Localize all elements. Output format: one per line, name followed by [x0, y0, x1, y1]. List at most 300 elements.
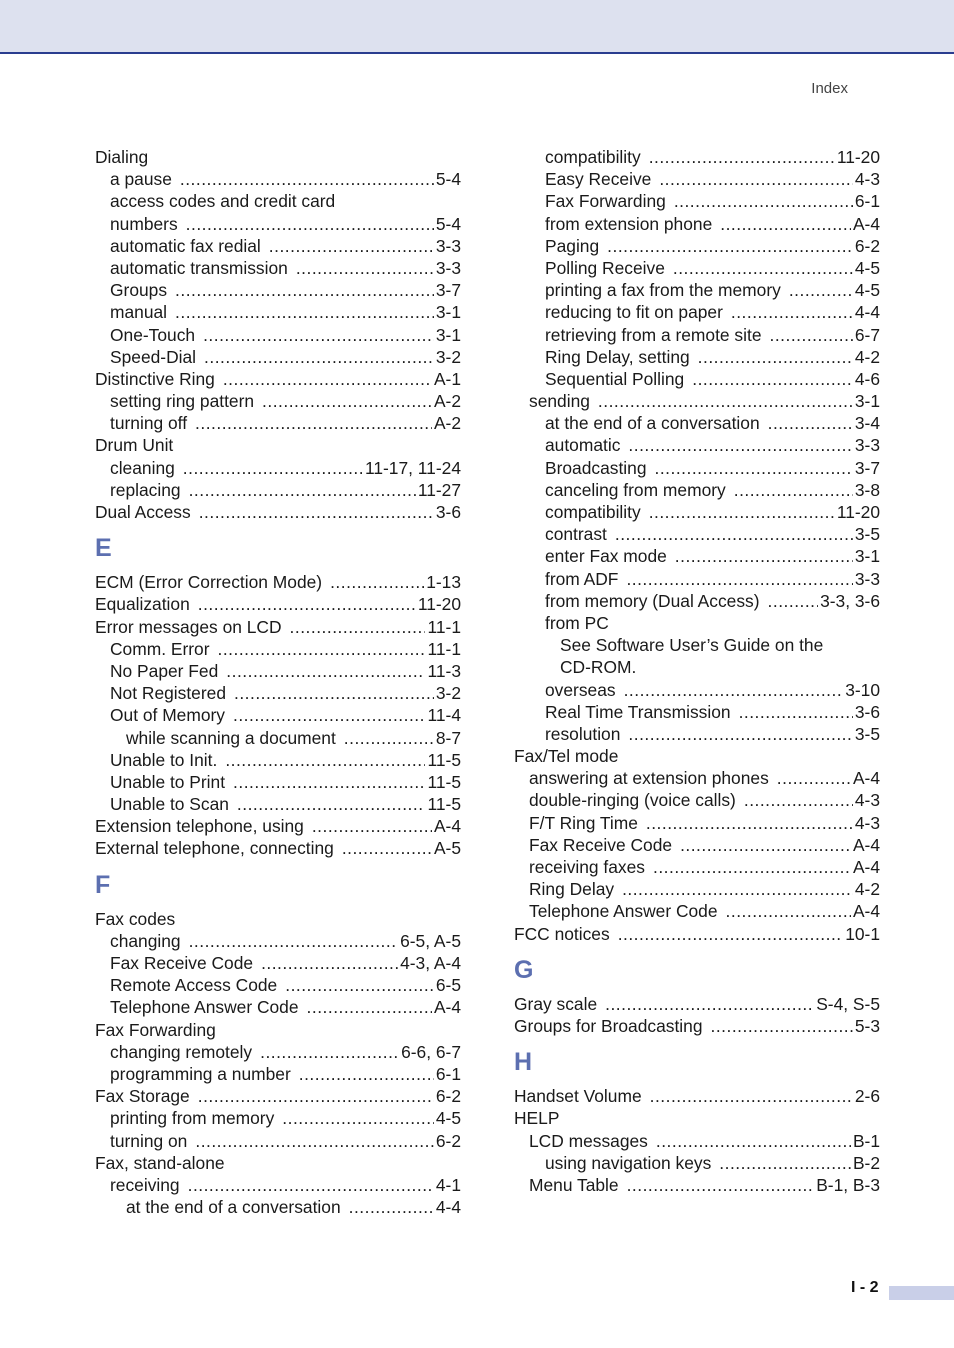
index-entry: [95, 749, 461, 771]
index-entry: [514, 612, 880, 634]
entry-term: Extension telephone, using: [95, 816, 304, 837]
index-entry: [95, 346, 461, 368]
entry-page-ref: 3-1: [854, 546, 880, 567]
entry-page-ref: 11-3: [427, 660, 461, 681]
entry-term: while scanning a document: [126, 727, 336, 748]
entry-term: sending: [529, 391, 590, 412]
index-entry: [514, 745, 880, 767]
dot-leader: [344, 727, 434, 749]
index-entry: [95, 190, 461, 212]
dot-leader: [627, 1174, 815, 1196]
index-entry: [95, 279, 461, 301]
entry-term: receiving: [110, 1174, 180, 1195]
index-entry: [95, 501, 461, 523]
entry-term: Unable to Print: [110, 771, 226, 792]
dot-leader: [726, 900, 851, 922]
entry-term: Polling Receive: [545, 257, 665, 278]
entry-term: Comm. Error: [110, 638, 210, 659]
index-entry: [514, 590, 880, 612]
dot-leader: [622, 878, 853, 900]
entry-page-ref: A-4: [852, 857, 880, 877]
dot-leader: [673, 257, 853, 279]
index-entry: [514, 1107, 880, 1129]
dot-leader: [226, 660, 425, 682]
dot-leader: [233, 771, 425, 793]
index-entry: [95, 908, 461, 930]
dot-leader: [189, 479, 416, 501]
dot-leader: [198, 593, 416, 615]
index-column-left: [95, 146, 461, 1218]
entry-page-ref: A-4: [852, 213, 880, 234]
entry-page-ref: 4-5: [854, 280, 880, 301]
dot-leader: [225, 749, 425, 771]
entry-term: turning off: [110, 413, 188, 434]
entry-term: Telephone Answer Code: [529, 901, 718, 922]
entry-term: overseas: [545, 679, 616, 700]
index-entry: [514, 190, 880, 212]
index-entry: [514, 900, 880, 922]
dot-leader: [649, 146, 835, 168]
entry-term: from memory (Dual Access): [545, 590, 760, 611]
entry-term: manual: [110, 302, 168, 323]
entry-page-ref: 3-4: [854, 413, 880, 434]
entry-term: Unable to Init.: [110, 749, 218, 770]
entry-term: One-Touch: [110, 324, 196, 345]
index-entry: [95, 390, 461, 412]
entry-page-ref: 3-5: [854, 524, 880, 545]
entry-page-ref: B-2: [852, 1152, 880, 1173]
entry-page-ref: 3-6: [435, 502, 461, 522]
entry-term: CD-ROM.: [560, 657, 637, 678]
index-entry: [514, 1015, 880, 1037]
entry-term: Not Registered: [110, 683, 226, 704]
index-entry: [514, 1152, 880, 1174]
dot-leader: [674, 190, 853, 212]
dot-leader: [789, 279, 853, 301]
index-entry: [514, 878, 880, 900]
dot-leader: [656, 1130, 851, 1152]
entry-term: Dialing: [95, 147, 149, 167]
dot-leader: [269, 235, 434, 257]
entry-term: automatic: [545, 435, 621, 456]
entry-page-ref: 3-10: [845, 679, 880, 700]
dot-leader: [183, 457, 363, 479]
entry-term: Fax Receive Code: [110, 953, 254, 973]
entry-page-ref: B-1: [852, 1130, 880, 1151]
page-tab-decoration: [889, 1286, 954, 1300]
entry-page-ref: 11-20: [836, 147, 880, 167]
index-entry: [95, 434, 461, 456]
index-entry: [95, 235, 461, 257]
dot-leader: [698, 346, 853, 368]
entry-term: Dual Access: [95, 502, 191, 522]
index-entry: [95, 479, 461, 501]
entry-term: compatibility: [545, 502, 641, 522]
entry-page-ref: 4-3, A-4: [400, 953, 461, 973]
index-entry: [514, 545, 880, 567]
index-entry: [95, 146, 461, 168]
entry-term: enter Fax mode: [545, 546, 667, 567]
index-entry: [514, 656, 880, 678]
entry-term: changing: [110, 930, 181, 951]
dot-leader: [260, 1041, 399, 1063]
entry-term: Broadcasting: [545, 457, 647, 478]
entry-page-ref: S-4, S-5: [816, 993, 880, 1014]
entry-term: Out of Memory: [110, 705, 226, 726]
dot-leader: [180, 168, 434, 190]
entry-page-ref: A-5: [433, 838, 461, 859]
section-letter: E: [95, 534, 112, 563]
index-entry: [514, 923, 880, 945]
entry-page-ref: 4-4: [435, 1197, 461, 1218]
index-entry: [95, 168, 461, 190]
entry-term: automatic fax redial: [110, 235, 261, 256]
section-letter: H: [514, 1048, 533, 1077]
entry-page-ref: 11-1: [427, 616, 461, 637]
entry-term: answering at extension phones: [529, 768, 769, 789]
entry-page-ref: 11-17, 11-24: [364, 457, 461, 478]
index-entry: [514, 1174, 880, 1196]
dot-leader: [744, 789, 853, 811]
dot-leader: [233, 704, 425, 726]
index-entry: [514, 993, 880, 1015]
entry-page-ref: 3-3: [435, 235, 461, 256]
entry-term: Remote Access Code: [110, 975, 278, 996]
index-entry: [95, 727, 461, 749]
dot-leader: [626, 568, 852, 590]
entry-term: replacing: [110, 479, 181, 500]
dot-leader: [203, 324, 434, 346]
entry-term: from PC: [545, 612, 609, 633]
entry-term: F/T Ring Time: [529, 812, 638, 833]
entry-term: turning on: [110, 1130, 188, 1151]
entry-page-ref: 11-4: [427, 705, 461, 726]
entry-page-ref: 3-1: [854, 391, 880, 412]
dot-leader: [218, 638, 426, 660]
entry-term: retrieving from a remote site: [545, 324, 762, 345]
entry-page-ref: 4-2: [854, 346, 880, 367]
dot-leader: [655, 457, 853, 479]
entry-page-ref: 4-1: [435, 1174, 461, 1195]
dot-leader: [680, 834, 851, 856]
entry-term: No Paper Fed: [110, 660, 219, 681]
index-entry: [514, 257, 880, 279]
entry-term: cleaning: [110, 457, 175, 478]
index-entry: [514, 412, 880, 434]
entry-term: printing from memory: [110, 1108, 275, 1129]
entry-page-ref: 11-5: [427, 794, 461, 815]
entry-term: from extension phone: [545, 213, 713, 234]
entry-term: from ADF: [545, 568, 619, 589]
dot-leader: [646, 812, 853, 834]
entry-page-ref: 4-3: [854, 790, 880, 811]
dot-leader: [624, 679, 844, 701]
entry-page-ref: 5-4: [435, 213, 461, 234]
dot-leader: [731, 301, 853, 323]
entry-term: Handset Volume: [514, 1086, 642, 1107]
entry-term: double-ringing (voice calls): [529, 790, 736, 811]
index-entry: [514, 789, 880, 811]
entry-page-ref: 3-6: [854, 701, 880, 722]
dot-leader: [615, 523, 853, 545]
index-entry: [95, 1174, 461, 1196]
index-entry: [514, 434, 880, 456]
entry-term: contrast: [545, 524, 607, 545]
entry-page-ref: 11-5: [427, 749, 461, 770]
entry-term: Ring Delay, setting: [545, 346, 690, 367]
index-entry: [514, 213, 880, 235]
entry-term: a pause: [110, 169, 172, 190]
dot-leader: [711, 1015, 853, 1037]
dot-leader: [261, 952, 398, 974]
entry-term: External telephone, connecting: [95, 838, 334, 859]
entry-page-ref: 3-3: [854, 435, 880, 456]
dot-leader: [720, 213, 851, 235]
index-entry: [95, 704, 461, 726]
dot-leader: [195, 412, 432, 434]
entry-page-ref: B-1, B-3: [816, 1174, 880, 1195]
index-entry: [95, 457, 461, 479]
entry-term: Telephone Answer Code: [110, 997, 299, 1018]
entry-page-ref: 6-6, 6-7: [401, 1041, 461, 1062]
index-entry: [514, 834, 880, 856]
entry-page-ref: 1-13: [426, 572, 461, 593]
entry-page-ref: 3-2: [435, 683, 461, 704]
index-entry: [95, 1130, 461, 1152]
entry-page-ref: 2-6: [854, 1086, 880, 1107]
top-header-band: [0, 0, 954, 54]
index-entry: [514, 812, 880, 834]
index-entry: [514, 279, 880, 301]
entry-page-ref: 4-2: [854, 879, 880, 900]
index-entry: [95, 952, 461, 974]
entry-term: access codes and credit card: [110, 191, 336, 212]
dot-leader: [299, 1063, 434, 1085]
dot-leader: [198, 1085, 434, 1107]
dot-leader: [650, 1085, 853, 1107]
index-entry: [95, 301, 461, 323]
index-entry: [95, 213, 461, 235]
dot-leader: [186, 213, 434, 235]
dot-leader: [285, 974, 434, 996]
entry-term: Distinctive Ring: [95, 368, 215, 389]
index-entry: [95, 815, 461, 837]
entry-term: Unable to Scan: [110, 794, 229, 815]
dot-leader: [628, 723, 852, 745]
index-entry: [95, 616, 461, 638]
index-entry: [514, 568, 880, 590]
entry-page-ref: 10-1: [845, 923, 880, 944]
dot-leader: [692, 368, 853, 390]
dot-leader: [342, 837, 432, 859]
entry-term: Fax, stand-alone: [95, 1152, 225, 1173]
entry-term: Fax codes: [95, 908, 176, 929]
dot-leader: [195, 1130, 434, 1152]
index-entry: [95, 771, 461, 793]
dot-leader: [223, 368, 432, 390]
entry-term: Paging: [545, 235, 600, 256]
index-entry: [514, 390, 880, 412]
index-entry: [514, 301, 880, 323]
entry-term: HELP: [514, 1108, 560, 1129]
entry-page-ref: A-2: [433, 391, 461, 412]
entry-term: Equalization: [95, 594, 190, 615]
entry-term: at the end of a conversation: [126, 1197, 341, 1218]
dot-leader: [649, 501, 835, 523]
entry-term: Fax/Tel mode: [514, 746, 619, 767]
section-letter: G: [514, 955, 534, 984]
entry-page-ref: 3-3, 3-6: [820, 590, 880, 611]
entry-term: reducing to fit on paper: [545, 302, 723, 323]
dot-leader: [598, 390, 853, 412]
entry-page-ref: 6-2: [435, 1130, 461, 1151]
dot-leader: [262, 390, 432, 412]
index-entry: [514, 767, 880, 789]
entry-page-ref: 5-4: [435, 169, 461, 190]
entry-term: FCC notices: [514, 923, 610, 944]
dot-leader: [739, 701, 853, 723]
entry-page-ref: A-4: [433, 816, 461, 837]
entry-term: Easy Receive: [545, 169, 652, 190]
entry-page-ref: A-1: [433, 368, 461, 389]
entry-page-ref: 6-5, A-5: [400, 930, 461, 951]
dot-leader: [175, 301, 434, 323]
entry-term: Fax Forwarding: [95, 1019, 216, 1040]
entry-page-ref: 8-7: [435, 727, 461, 748]
entry-page-ref: 3-2: [435, 346, 461, 367]
entry-term: Gray scale: [514, 993, 598, 1014]
entry-page-ref: 3-7: [435, 280, 461, 301]
entry-term: Fax Forwarding: [545, 191, 666, 212]
index-entry: [514, 1130, 880, 1152]
entry-page-ref: A-2: [433, 413, 461, 434]
entry-term: automatic transmission: [110, 257, 288, 278]
entry-term: changing remotely: [110, 1041, 253, 1062]
entry-page-ref: A-4: [433, 997, 461, 1018]
index-entry: [95, 793, 461, 815]
index-entry: [95, 593, 461, 615]
dot-leader: [659, 168, 853, 190]
entry-page-ref: 4-5: [854, 257, 880, 278]
dot-leader: [618, 923, 844, 945]
dot-leader: [296, 257, 434, 279]
index-entry: [514, 457, 880, 479]
index-entry: [95, 571, 461, 593]
dot-leader: [175, 279, 434, 301]
entry-page-ref: 4-6: [854, 368, 880, 389]
index-entry: [514, 501, 880, 523]
dot-leader: [234, 682, 434, 704]
dot-leader: [290, 616, 426, 638]
entry-page-ref: 11-20: [417, 594, 461, 615]
dot-leader: [607, 235, 853, 257]
entry-term: LCD messages: [529, 1130, 648, 1151]
entry-term: Groups: [110, 280, 168, 301]
index-entry: [95, 638, 461, 660]
entry-page-ref: 4-3: [854, 169, 880, 190]
dot-leader: [770, 324, 853, 346]
dot-leader: [349, 1196, 434, 1218]
dot-leader: [768, 412, 853, 434]
entry-term: at the end of a conversation: [545, 413, 760, 434]
dot-leader: [204, 346, 434, 368]
index-entry: [514, 634, 880, 656]
entry-page-ref: 3-3: [854, 568, 880, 589]
dot-leader: [675, 545, 853, 567]
index-entry: [514, 523, 880, 545]
entry-term: printing a fax from the memory: [545, 280, 781, 301]
entry-term: Drum Unit: [95, 435, 174, 456]
dot-leader: [719, 1152, 851, 1174]
entry-page-ref: 4-3: [854, 812, 880, 833]
index-entry: [95, 1152, 461, 1174]
index-entry: [514, 723, 880, 745]
entry-term: Groups for Broadcasting: [514, 1015, 703, 1036]
entry-term: resolution: [545, 723, 621, 744]
entry-page-ref: A-4: [852, 768, 880, 789]
entry-page-ref: 6-2: [854, 235, 880, 256]
entry-term: Speed-Dial: [110, 346, 197, 367]
dot-leader: [307, 996, 432, 1018]
entry-page-ref: 3-3: [435, 257, 461, 278]
dot-leader: [199, 501, 434, 523]
entry-page-ref: 3-1: [435, 324, 461, 345]
entry-page-ref: 3-1: [435, 302, 461, 323]
index-entry: [95, 1063, 461, 1085]
entry-page-ref: A-4: [852, 901, 880, 922]
entry-page-ref: 3-8: [854, 479, 880, 500]
dot-leader: [628, 434, 852, 456]
index-entry: [95, 996, 461, 1018]
entry-term: Real Time Transmission: [545, 701, 731, 722]
dot-leader: [777, 767, 851, 789]
entry-term: numbers: [110, 213, 178, 234]
entry-term: Ring Delay: [529, 879, 615, 900]
index-entry: [514, 146, 880, 168]
entry-page-ref: 6-5: [435, 975, 461, 996]
entry-page-ref: 6-7: [854, 324, 880, 345]
index-entry: [514, 679, 880, 701]
entry-term: ECM (Error Correction Mode): [95, 572, 323, 593]
dot-leader: [282, 1107, 434, 1129]
entry-term: using navigation keys: [545, 1152, 712, 1173]
entry-page-ref: 6-1: [435, 1063, 461, 1084]
entry-term: Menu Table: [529, 1174, 619, 1195]
index-column-right: [514, 146, 880, 1196]
dot-leader: [312, 815, 432, 837]
dot-leader: [237, 793, 426, 815]
index-entry: [514, 701, 880, 723]
entry-page-ref: 3-5: [854, 723, 880, 744]
index-entry: [95, 412, 461, 434]
entry-page-ref: 11-27: [417, 479, 461, 500]
dot-leader: [330, 571, 424, 593]
index-entry: [95, 930, 461, 952]
dot-leader: [188, 1174, 434, 1196]
page-number: I - 2: [851, 1279, 879, 1296]
index-entry: [514, 856, 880, 878]
entry-term: Sequential Polling: [545, 368, 685, 389]
entry-term: receiving faxes: [529, 857, 645, 877]
index-entry: [514, 479, 880, 501]
dot-leader: [653, 856, 851, 878]
index-entry: [95, 1019, 461, 1041]
entry-page-ref: 11-1: [427, 638, 461, 659]
entry-page-ref: 3-7: [854, 457, 880, 478]
index-entry: [514, 1085, 880, 1107]
index-entry: [95, 257, 461, 279]
dot-leader: [768, 590, 819, 612]
